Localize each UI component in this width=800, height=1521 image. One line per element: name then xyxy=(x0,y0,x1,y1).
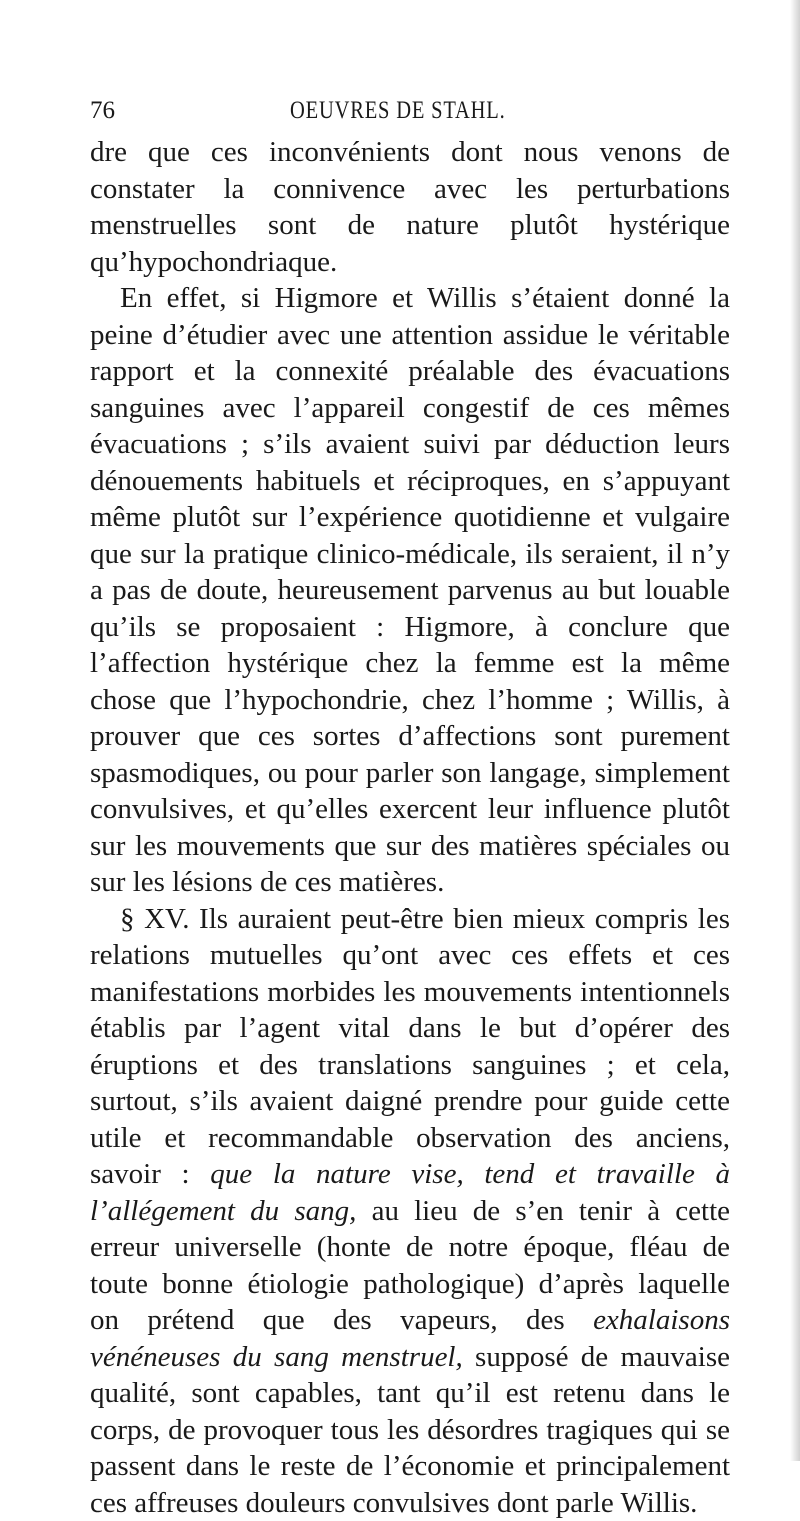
section-xv-text-1: § XV. Ils auraient peut-être bien mieux compris les relations mutuelles qu’ont avec ces effets et ces manifestations morbides les mouvements intentionnels établis par l’agent vital dans le but d’opérer des éruptions et des translations sanguines ; et cela, surtout, s’ils avaient daigné prendre pour guide cette utile et recommandable observation des anciens, savoir : xyxy=(90,903,730,1191)
page-header xyxy=(90,92,730,130)
body-text xyxy=(90,134,730,1521)
page-number: 76 xyxy=(90,92,115,130)
italic-exhalaisons: exhalaisons vénéneuses du sang menstruel, xyxy=(90,1304,730,1373)
page-edge-shadow xyxy=(790,0,800,1461)
paragraph-en-effet: En effet, si Higmore et Willis s’étaient donné la peine d’étudier avec une attention assidue le véritable rapport et la connexité préalable des évacuations sanguines avec l’appareil congestif de ces mêmes évacuations ; s’ils avaient suivi par déduction leurs dénouements habituels et réciproques, en s’appuyant même plutôt sur l’expérience quotidienne et vulgaire que sur la pratique clinico-médicale, ils seraient, il n’y a pas de doute, heureusement parvenus au but louable qu’ils se proposaient : Higmore, à conclure que l’affection hystérique chez la femme est la même chose que l’hypochondrie, chez l’homme ; Willis, à prouver que ces sortes d’affections sont purement spasmodiques, ou pour parler son langage, simplement convulsives, et qu’elles exercent leur influence plutôt sur les mouvements que sur des matières spéciales ou sur les lésions de ces matières. xyxy=(90,280,730,901)
paragraph-section-xv xyxy=(90,901,730,1521)
running-title: OEUVRES DE STAHL. xyxy=(290,92,506,130)
italic-quote-ancients: que la nature vise, tend et travaille à l’allégement du sang, xyxy=(90,1158,730,1227)
section-xv-text-2: au lieu de s’en tenir à cette erreur universelle (honte de notre époque, fléau de toute bonne étiologie pathologique) d’après laquelle on prétend que des vapeurs, des xyxy=(90,1195,730,1337)
section-xv-text-3: supposé de mauvaise qualité, sont capables, tant qu’il est retenu dans le corps, de provoquer tous les désordres tragiques qui se passent dans le reste de l’économie et principalement ces affreuses douleurs convulsives dont parle Willis. xyxy=(90,1341,730,1519)
paragraph-continuation: dre que ces inconvénients dont nous venons de constater la connivence avec les perturbations menstruelles sont de nature plutôt hystérique qu’hypochondriaque. xyxy=(90,134,730,280)
